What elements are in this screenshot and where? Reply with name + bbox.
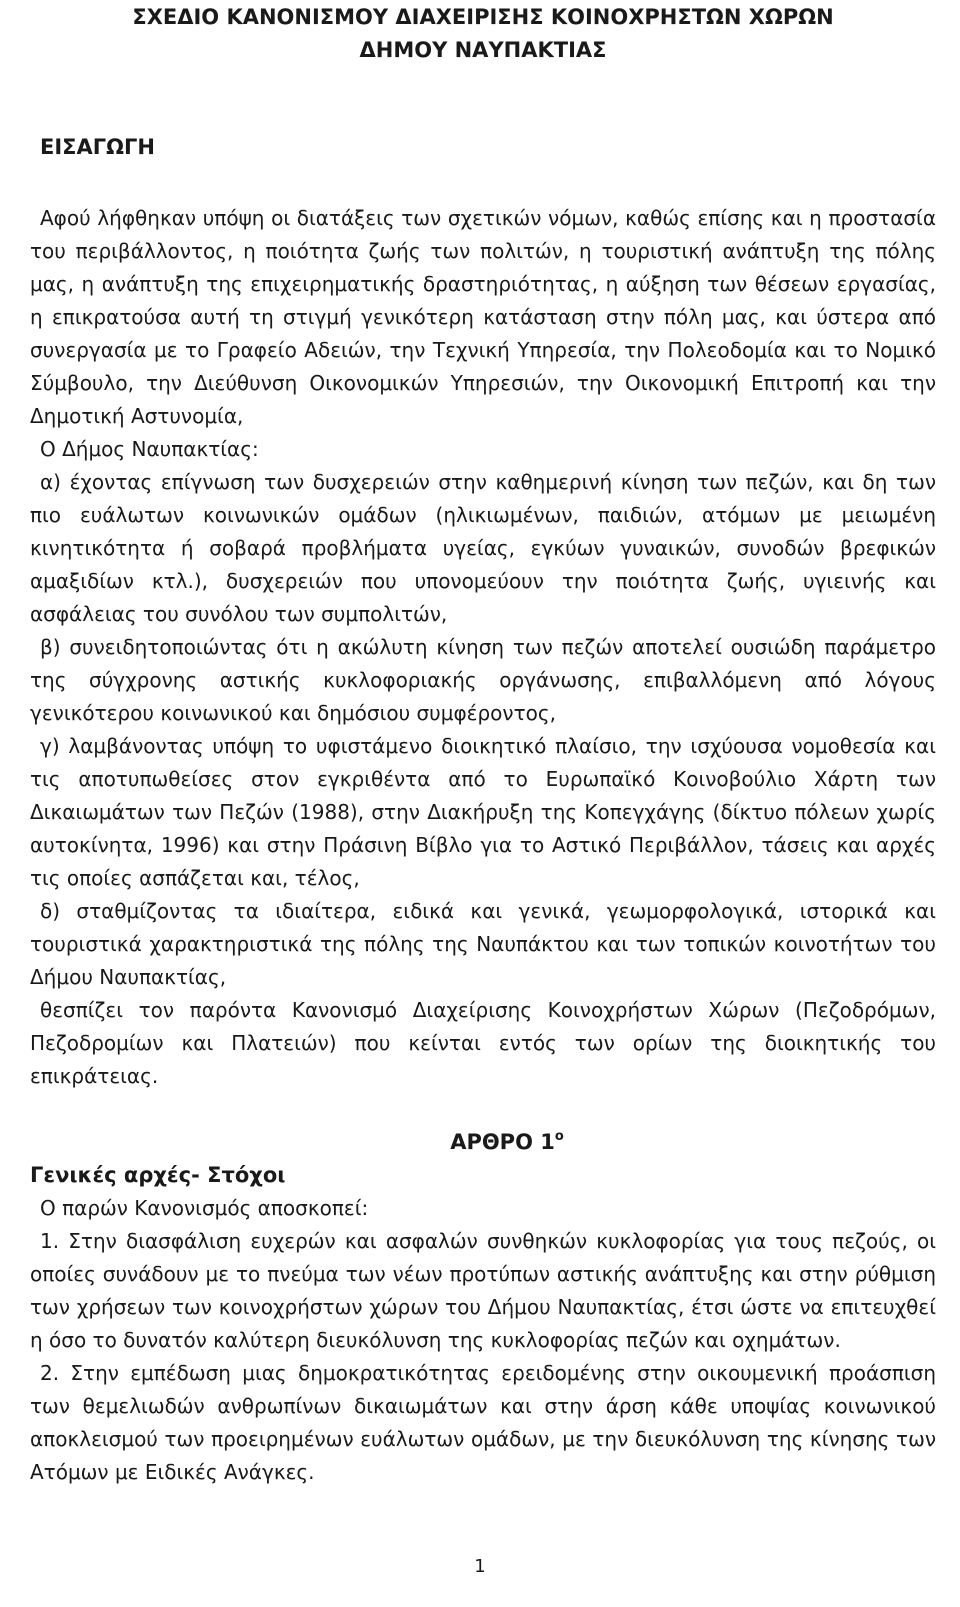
clause-d: δ) σταθμίζοντας τα ιδιαίτερα, ειδικά και γενικά, γεωμορφολογικά, ιστορικά και τουριστικά χαρακτηριστικά της πόλης της Ναυπάκτου και των τοπικών κοινοτήτων του Δήμου Ναυπακτίας, bbox=[30, 899, 936, 989]
article-heading-text: ΑΡΘΡΟ 1 bbox=[450, 1130, 555, 1154]
article-heading-ordinal: ο bbox=[554, 1129, 564, 1144]
title-line-1: ΣΧΕΔΙΟ ΚΑΝΟΝΙΣΜΟΥ ΔΙΑΧΕΙΡΙΣΗΣ ΚΟΙΝΟΧΡΗΣΤΩΝ ΧΩΡΩΝ bbox=[132, 5, 834, 29]
clause-b: β) συνειδητοποιώντας ότι η ακώλυτη κίνηση των πεζών αποτελεί ουσιώδη παράμετρο της σύγχρονης αστικής κυκλοφοριακής οργάνωσης, επιβαλλόμενη από λόγους γενικότερου κοινωνικού και δημόσιου συμφέροντος, bbox=[30, 635, 936, 725]
section-label-introduction: ΕΙΣΑΓΩΓΗ bbox=[40, 135, 155, 159]
intro-paragraph: Αφού λήφθηκαν υπόψη οι διατάξεις των σχετικών νόμων, καθώς επίσης και η προστασία του περιβάλλοντος, η ποιότητα ζωής των πολιτών, η τουριστική ανάπτυξη της πόλης μας, η ανάπτυξη της επιχειρηματικής δραστηριότητας, η αύξηση των θέσεων εργασίας, η επικρατούσα αυτή τη στιγμή γενικότερη κατάσταση στην πόλη μας, και ύστερα από συνεργασία με το Γραφείο Αδειών, την Τεχνική Υπηρεσία, την Πολεοδομία και το Νομικό Σύμβουλο, την Διεύθυνση Οικονομικών Υπηρεσιών, την Οικονομική Επιτροπή και την Δημοτική Αστυνομία, bbox=[30, 206, 936, 428]
article-item-2: 2. Στην εμπέδωση μιας δημοκρατικότητας ερειδομένης στην οικουμενική προάσπιση των θεμελιωδών ανθρωπίνων δικαιωμάτων και στην άρση κάθε υποψίας κοινωνικού αποκλεισμού των προειρημένων ευάλωτων ομάδων, με την διευκόλυνση της κίνησης των Ατόμων με Ειδικές Ανάγκες. bbox=[30, 1361, 936, 1484]
article-intro: Ο παρών Κανονισμός αποσκοπεί: bbox=[40, 1196, 369, 1220]
title-line-2: ΔΗΜΟΥ ΝΑΥΠΑΚΤΙΑΣ bbox=[359, 38, 607, 62]
municipality-line: Ο Δήμος Ναυπακτίας: bbox=[40, 437, 259, 461]
clause-a: α) έχοντας επίγνωση των δυσχερειών στην καθημερινή κίνηση των πεζών, και δη των πιο ευάλωτων κοινωνικών ομάδων (ηλικιωμένων, παιδιών, ατόμων με μειωμένη κινητικότητα ή σοβαρά προβλήματα υγείας, εγκύων γυναικών, συνοδών βρεφικών αμαξιδίων κτλ.), δυσχερειών που υπονομεύουν την ποιότητα ζωής, υγιεινής και ασφάλειας του συνόλου των συμπολιτών, bbox=[30, 470, 936, 626]
document-title bbox=[30, 1, 936, 67]
article-subtitle: Γενικές αρχές- Στόχοι bbox=[30, 1163, 286, 1187]
page-number: 1 bbox=[474, 1556, 486, 1577]
enactment-paragraph: θεσπίζει τον παρόντα Κανονισμό Διαχείρισης Κοινοχρήστων Χώρων (Πεζοδρόμων, Πεζοδρομίων και Πλατειών) που κείνται εντός των ορίων της διοικητικής του επικράτειας. bbox=[30, 998, 936, 1088]
clause-c: γ) λαμβάνοντας υπόψη το υφιστάμενο διοικητικό πλαίσιο, την ισχύουσα νομοθεσία και τις αποτυπωθείσες στον εγκριθέντα από το Ευρωπαϊκό Κοινοβούλιο Χάρτη των Δικαιωμάτων των Πεζών (1988), στην Διακήρυξη της Κοπεγχάγης (δίκτυο πόλεων χωρίς αυτοκίνητα, 1996) και στην Πράσινη Βίβλο για το Αστικό Περιβάλλον, τάσεις και αρχές τις οποίες ασπάζεται και, τέλος, bbox=[30, 734, 936, 890]
article-heading bbox=[30, 1126, 936, 1159]
article-item-1: 1. Στην διασφάλιση ευχερών και ασφαλών συνθηκών κυκλοφορίας για τους πεζούς, οι οποίες συνάδουν με το πνεύμα των νέων προτύπων αστικής ανάπτυξης και στην ρύθμιση των χρήσεων των κοινοχρήστων χώρων του Δήμου Ναυπακτίας, έτσι ώστε να επιτευχθεί η όσο το δυνατόν καλύτερη διευκόλυνση της κυκλοφορίας πεζών και οχημάτων. bbox=[30, 1229, 936, 1352]
